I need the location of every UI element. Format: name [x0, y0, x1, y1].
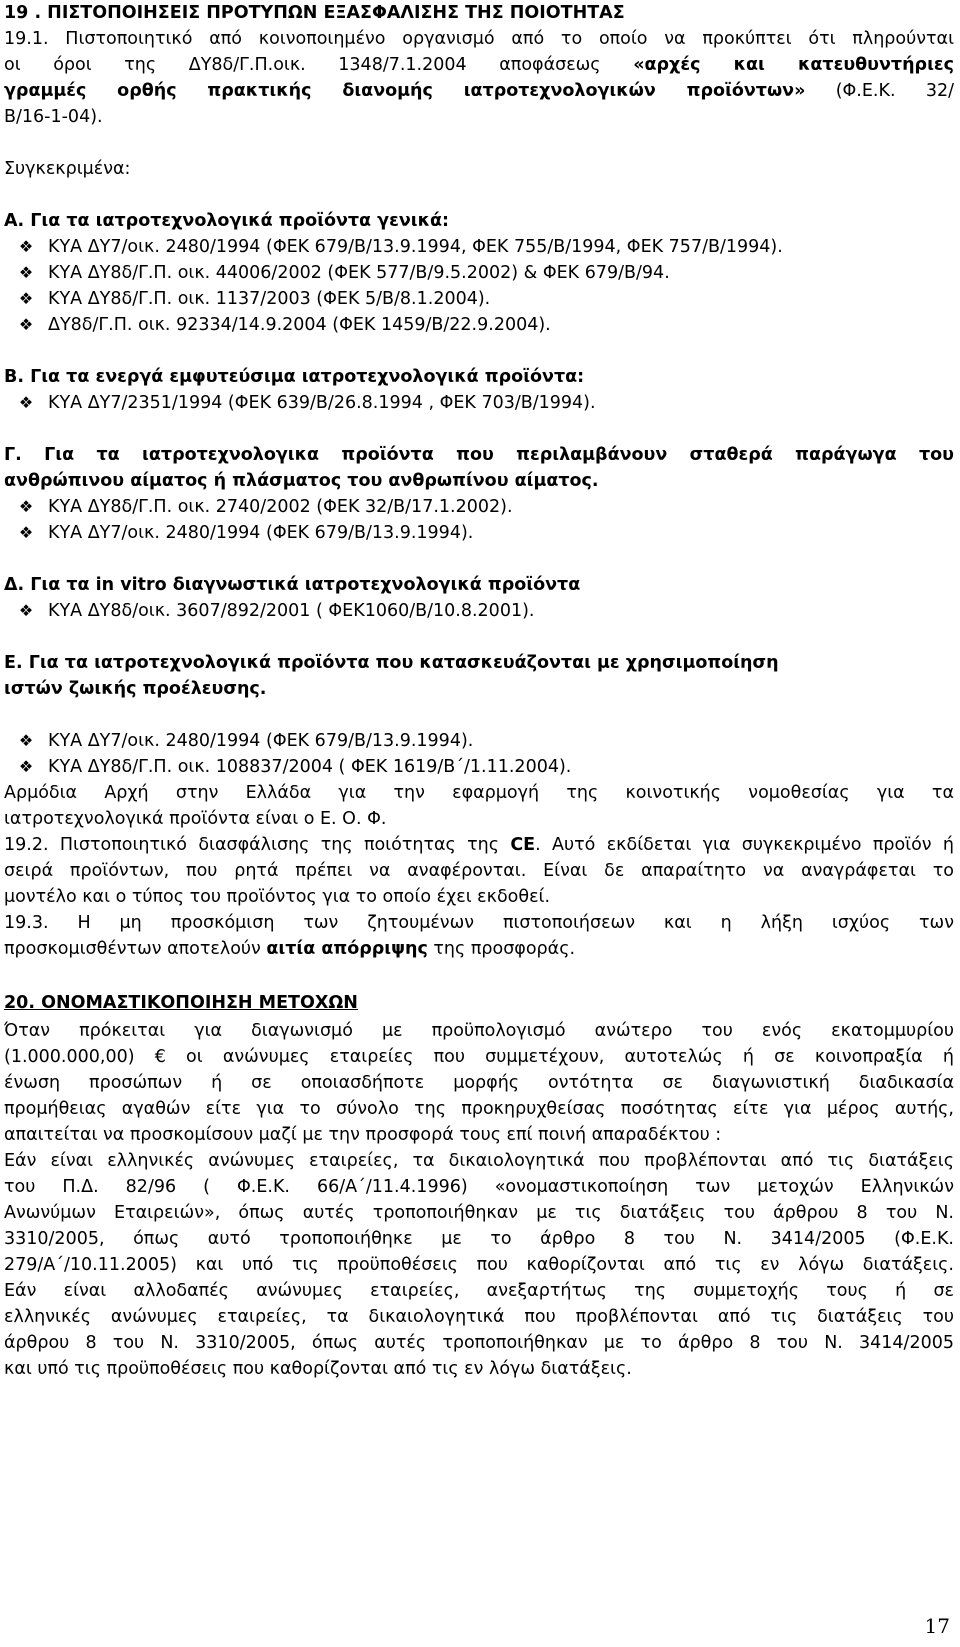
- bullet-icon: ❖: [18, 237, 34, 256]
- list-item: [4, 288, 490, 310]
- list-item: [4, 756, 571, 778]
- bullet-icon: ❖: [18, 393, 34, 412]
- list-item-text: ΚΥΑ ΔΥ8δ/οικ. 3607/892/2001 ( ΦΕΚ1060/Β/10.8.2001).: [48, 601, 535, 621]
- bullet-icon: ❖: [18, 289, 34, 308]
- list-item: [4, 236, 783, 258]
- para-20-line: 3310/2005, όπως αυτό τροποποιήθηκε με το άρθρο 8 του Ν. 3414/2005 (Φ.Ε.Κ.: [4, 1229, 954, 1249]
- list-item: [4, 600, 534, 622]
- para-20-line: του Π.Δ. 82/96 ( Φ.Ε.Κ. 66/Α΄/11.4.1996) «ονομαστικοποίηση των μετοχών Ελληνικών: [4, 1177, 954, 1197]
- para-20-line: (1.000.000,00) € οι ανώνυμες εταιρείες που συμμετέχουν, αυτοτελώς ή σε κοινοπραξία ή: [4, 1047, 954, 1067]
- bullet-icon: ❖: [18, 497, 34, 516]
- bullet-icon: ❖: [18, 315, 34, 334]
- para-19-1-text: οι όροι της ΔΥ8δ/Γ.Π.οικ. 1348/7.1.2004 αποφάσεως: [4, 55, 634, 75]
- para-19-3-text-cont: της προσφοράς.: [427, 939, 576, 959]
- section-20-heading: 20. ΟΝΟΜΑΣΤΙΚΟΠΟΙΗΣΗ ΜΕΤΟΧΩΝ: [4, 993, 358, 1013]
- bullet-icon: ❖: [18, 731, 34, 750]
- para-20-line: 279/Α΄/10.11.2005) και υπό τις προϋποθέσεις που καθορίζονται από τις εν λόγω διατάξεις.: [4, 1255, 954, 1275]
- para-19-1-line-4: Β/16-1-04).: [4, 107, 103, 127]
- authority-line-2: ιατροτεχνολογικά προϊόντα είναι ο Ε. Ο. Φ.: [4, 809, 387, 829]
- para-19-1-emphasis: «αρχές και κατευθυντήριες: [633, 55, 955, 75]
- page-number: 17: [924, 1614, 950, 1638]
- para-19-2-line-2: σειρά προϊόντων, που ρητά πρέπει να αναφέρονται. Είναι δε απαραίτητο να αναγράφεται το: [4, 861, 954, 881]
- para-20-line: Εάν είναι αλλοδαπές ανώνυμες εταιρείες, ανεξαρτήτως της συμμετοχής τους ή σε: [4, 1281, 954, 1301]
- list-item: [4, 496, 513, 518]
- list-item: [4, 262, 670, 284]
- para-19-3-line-2: [4, 938, 575, 960]
- list-item-text: ΔΥ8δ/Γ.Π. οικ. 92334/14.9.2004 (ΦΕΚ 1459/Β/22.9.2004).: [48, 315, 551, 335]
- para-19-1-line-3: [4, 80, 954, 102]
- specifically-label: Συγκεκριμένα:: [4, 159, 131, 179]
- para-19-2-line-3: μοντέλο και ο τύπος του προϊόντος για το οποίο έχει εκδοθεί.: [4, 887, 551, 907]
- para-19-2-text-cont: . Αυτό εκδίδεται για συγκεκριμένο προϊόν ή: [535, 835, 954, 855]
- list-item-text: ΚΥΑ ΔΥ8δ/Γ.Π. οικ. 1137/2003 (ΦΕΚ 5/Β/8.1.2004).: [48, 289, 491, 309]
- para-20-line: ένωση προσώπων ή σε οποιασδήποτε μορφής οντότητα σε διαγωνιστική διαδικασία: [4, 1073, 954, 1093]
- ce-mark-text: CE: [510, 835, 536, 855]
- bullet-icon: ❖: [18, 757, 34, 776]
- subsection-a-title: Α. Για τα ιατροτεχνολογικά προϊόντα γενικά:: [4, 211, 450, 231]
- para-19-3-line-1: 19.3. Η μη προσκόμιση των ζητουμένων πιστοποιήσεων και η λήξη ισχύος των: [4, 913, 954, 933]
- para-19-2-line-1: [4, 834, 954, 856]
- subsection-d-title: Δ. Για τα in vitro διαγνωστικά ιατροτεχνολογικά προϊόντα: [4, 575, 581, 595]
- subsection-b-title: Β. Για τα ενεργά εμφυτεύσιμα ιατροτεχνολογικά προϊόντα:: [4, 367, 585, 387]
- rejection-reason: αιτία απόρριψης: [266, 939, 428, 959]
- list-item: [4, 314, 551, 336]
- list-item: [4, 392, 596, 414]
- section-19-heading: 19 . ΠΙΣΤΟΠΟΙΗΣΕΙΣ ΠΡΟΤΥΠΩΝ ΕΞΑΣΦΑΛΙΣΗΣ ΤΗΣ ΠΟΙΟΤΗΤΑΣ: [4, 3, 625, 23]
- para-20-line: και υπό τις προϋποθέσεις που καθορίζονται από τις εν λόγω διατάξεις.: [4, 1359, 632, 1379]
- para-19-3-text: προσκομισθέντων αποτελούν: [4, 939, 267, 959]
- para-20-line: ελληνικές ανώνυμες εταιρείες, τα δικαιολογητικά που προβλέπονται από τις διατάξεις του: [4, 1307, 954, 1327]
- authority-line-1: Αρμόδια Αρχή στην Ελλάδα για την εφαρμογή της κοινοτικής νομοθεσίας για τα: [4, 783, 954, 803]
- list-item-text: ΚΥΑ ΔΥ7/2351/1994 (ΦΕΚ 639/Β/26.8.1994 , ΦΕΚ 703/Β/1994).: [48, 393, 596, 413]
- bullet-icon: ❖: [18, 263, 34, 282]
- list-item-text: ΚΥΑ ΔΥ7/οικ. 2480/1994 (ΦΕΚ 679/Β/13.9.1994).: [48, 523, 474, 543]
- list-item-text: ΚΥΑ ΔΥ8δ/Γ.Π. οικ. 108837/2004 ( ΦΕΚ 1619/Β΄/1.11.2004).: [48, 757, 572, 777]
- list-item-text: ΚΥΑ ΔΥ7/οικ. 2480/1994 (ΦΕΚ 679/Β/13.9.1994).: [48, 731, 474, 751]
- para-19-1-line-1: 19.1. Πιστοποιητικό από κοινοποιημένο οργανισμό από το οποίο να προκύπτει ότι πληρούνται: [4, 29, 954, 49]
- para-19-1-ref: (Φ.Ε.Κ. 32/: [805, 81, 954, 101]
- para-20-line: άρθρου 8 του Ν. 3310/2005, όπως αυτές τροποποιήθηκαν με το άρθρο 8 του Ν. 3414/2005: [4, 1333, 954, 1353]
- bullet-icon: ❖: [18, 523, 34, 542]
- list-item: [4, 730, 473, 752]
- list-item-text: ΚΥΑ ΔΥ7/οικ. 2480/1994 (ΦΕΚ 679/Β/13.9.1994, ΦΕΚ 755/Β/1994, ΦΕΚ 757/Β/1994).: [48, 237, 783, 257]
- subsection-g-title-line-2: ανθρώπινου αίματος ή πλάσματος του ανθρωπίνου αίματος.: [4, 471, 599, 491]
- subsection-g-title-line-1: Γ. Για τα ιατροτεχνολογικα προϊόντα που περιλαμβάνουν σταθερά παράγωγα του: [4, 445, 954, 465]
- para-20-line: Όταν πρόκειται για διαγωνισμό με προϋπολογισμό ανώτερο του ενός εκατομμυρίου: [4, 1021, 954, 1041]
- subsection-e-title-line-2: ιστών ζωικής προέλευσης.: [4, 679, 267, 699]
- list-item: [4, 522, 473, 544]
- para-19-2-text: 19.2. Πιστοποιητικό διασφάλισης της ποιότητας της: [4, 835, 511, 855]
- bullet-icon: ❖: [18, 601, 34, 620]
- para-20-line: απαιτείται να προσκομίσουν μαζί με την προσφορά τους επί ποινή απαραδέκτου :: [4, 1125, 722, 1145]
- para-19-1-line-2: [4, 54, 954, 76]
- subsection-e-title-line-1: Ε. Για τα ιατροτεχνολογικά προϊόντα που κατασκευάζονται με χρησιμοποίηση: [4, 653, 779, 673]
- list-item-text: ΚΥΑ ΔΥ8δ/Γ.Π. οικ. 44006/2002 (ΦΕΚ 577/Β/9.5.2002) & ΦΕΚ 679/Β/94.: [48, 263, 670, 283]
- list-item-text: ΚΥΑ ΔΥ8δ/Γ.Π. οικ. 2740/2002 (ΦΕΚ 32/Β/17.1.2002).: [48, 497, 513, 517]
- para-19-1-emphasis-cont: γραμμές ορθής πρακτικής διανομής ιατροτεχνολογικών προϊόντων»: [4, 81, 806, 101]
- para-20-line: προμήθειας αγαθών είτε για το σύνολο της προκηρυχθείσας ποσότητας είτε για μέρος αυτής,: [4, 1099, 954, 1119]
- para-20-line: Εάν είναι ελληνικές ανώνυμες εταιρείες, τα δικαιολογητικά που προβλέπονται από τις διατάξεις: [4, 1151, 954, 1171]
- para-20-line: Ανωνύμων Εταιρειών», όπως αυτές τροποποιήθηκαν με τις διατάξεις του άρθρου 8 του Ν.: [4, 1203, 954, 1223]
